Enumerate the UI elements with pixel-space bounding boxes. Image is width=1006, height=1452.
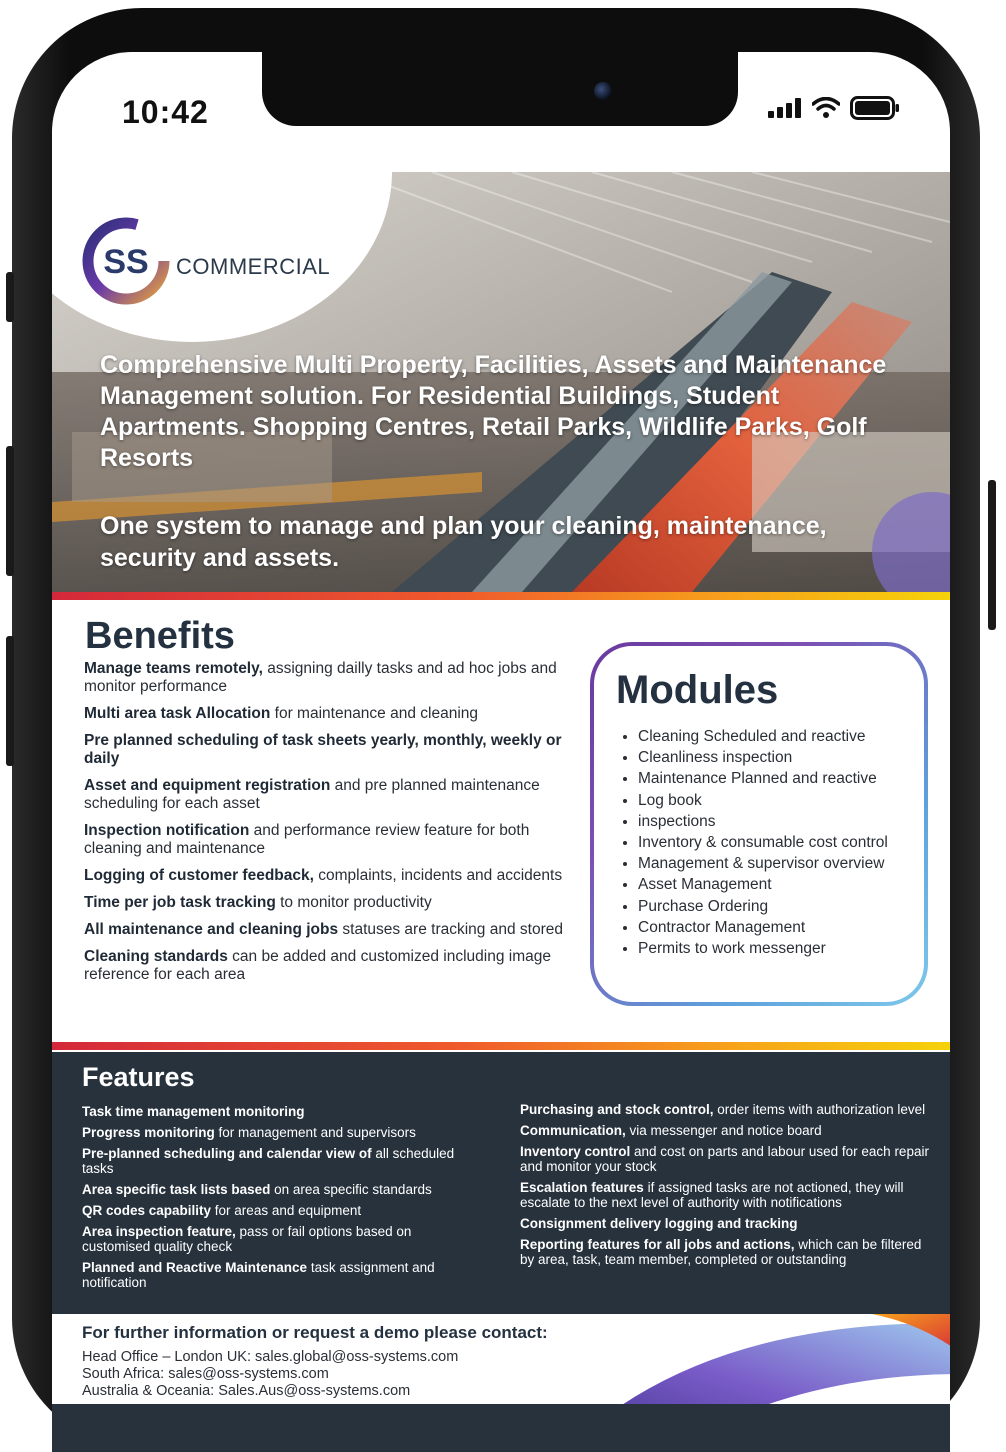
phone-side-button-power [988,480,996,630]
module-item: • Management & supervisor overview [638,853,888,874]
modules-list [618,726,888,959]
module-item: • Log book [638,790,888,811]
hero-tagline: One system to manage and plan your cleaning, maintenance, security and assets. [100,512,827,572]
status-time: 10:42 [122,94,209,130]
footer-bar [52,1404,950,1452]
feature-item: Reporting features for all jobs and actions, which can be filtered by area, task, team member, completed or outstanding [520,1237,922,1267]
benefit-item: Asset and equipment registration and pre planned maintenance scheduling for each asset [84,777,540,812]
module-item: • inspections [638,811,888,832]
benefit-item: Cleaning standards can be added and customized including image reference for each area [84,948,551,983]
wifi-icon [812,97,840,119]
module-item: • Asset Management [638,874,888,895]
email-link[interactable]: Sales.Aus@oss-systems.com [214,1383,411,1399]
features-section [52,1052,950,1314]
modules-title: Modules [616,668,779,712]
feature-item: Pre-planned scheduling and calendar view of all scheduled tasks [82,1146,455,1176]
feature-item: Escalation features if assigned tasks are not actioned, they will escalate to the next level of authority with notifications [520,1180,904,1210]
hero-description: Comprehensive Multi Property, Facilities, Assets and Maintenance Management solution. For Residential Buildings, Student Apartments. Shopping Centres, Retail Parks, Wildlife Parks, Golf Resorts [100,351,887,472]
module-item: • Cleanliness inspection [638,747,888,768]
benefit-item: Manage teams remotely, assigning dailly tasks and ad hoc jobs and monitor performance [84,660,557,695]
benefits-title: Benefits [85,615,235,657]
modules-box [590,642,928,1006]
divider-rainbow-top [52,592,950,600]
feature-item: Purchasing and stock control, order items with authorization level [520,1102,926,1117]
front-camera-icon [594,82,612,100]
module-item: • Maintenance Planned and reactive [638,768,888,789]
phone-side-button-mute [6,272,14,322]
feature-item: Planned and Reactive Maintenance task assignment and notification [82,1260,435,1290]
phone-screen [52,52,950,1452]
oss-logo-icon [82,217,170,305]
email-link[interactable]: sales.global@oss-systems.com [251,1349,459,1365]
battery-icon [850,96,900,120]
module-item: • Permits to work messenger [638,938,888,959]
contact-line-south-africa: South Africa: sales@oss-systems.com [82,1366,329,1382]
feature-item: Area inspection feature, pass or fail options based on customised quality check [82,1224,412,1254]
phone-notch [262,52,738,126]
benefit-item: Inspection notification and performance review feature for both cleaning and maintenance [84,822,530,857]
feature-item: Progress monitoring for management and supervisors [82,1125,416,1140]
divider-rainbow-bottom [52,1042,950,1050]
module-item: • Inventory & consumable cost control [638,832,888,853]
features-column-left [82,1104,482,1296]
feature-item: QR codes capability for areas and equipment [82,1203,362,1218]
module-item: • Purchase Ordering [638,896,888,917]
status-icons [768,96,900,120]
features-column-right [520,1102,930,1273]
contact-line-australia: Australia & Oceania: Sales.Aus@oss-systems.com [82,1383,411,1399]
contact-title: For further information or request a demo please contact: [82,1323,548,1342]
contact-line-uk: Head Office – London UK: sales.global@oss-systems.com [82,1349,459,1365]
module-item: • Contractor Management [638,917,888,938]
module-item: • Cleaning Scheduled and reactive [638,726,888,747]
svg-text:SS: SS [103,243,149,281]
hero-banner [52,172,950,592]
brand-name: COMMERCIAL [176,254,331,279]
email-link[interactable]: sales@oss-systems.com [164,1366,329,1382]
benefit-item: Pre planned scheduling of task sheets yearly, monthly, weekly or daily [84,732,562,767]
benefit-item: Logging of customer feedback, complaints, incidents and accidents [84,867,563,884]
benefit-item: All maintenance and cleaning jobs statuses are tracking and stored [84,921,563,938]
benefit-item: Multi area task Allocation for maintenance and cleaning [84,705,479,722]
cellular-signal-icon [768,98,802,118]
feature-item: Task time management monitoring [82,1104,305,1119]
feature-item: Consignment delivery logging and tracking [520,1216,798,1231]
phone-side-button-volume-down [6,636,14,766]
benefits-list [84,660,574,993]
modules-card [594,646,924,1002]
feature-item: Communication, via messenger and notice board [520,1123,822,1138]
feature-item: Inventory control and cost on parts and labour used for each repair and monitor your stock [520,1144,929,1174]
benefit-item: Time per job task tracking to monitor productivity [84,894,432,911]
feature-item: Area specific task lists based on area specific standards [82,1182,432,1197]
phone-side-button-volume-up [6,446,14,576]
features-title: Features [82,1062,195,1092]
